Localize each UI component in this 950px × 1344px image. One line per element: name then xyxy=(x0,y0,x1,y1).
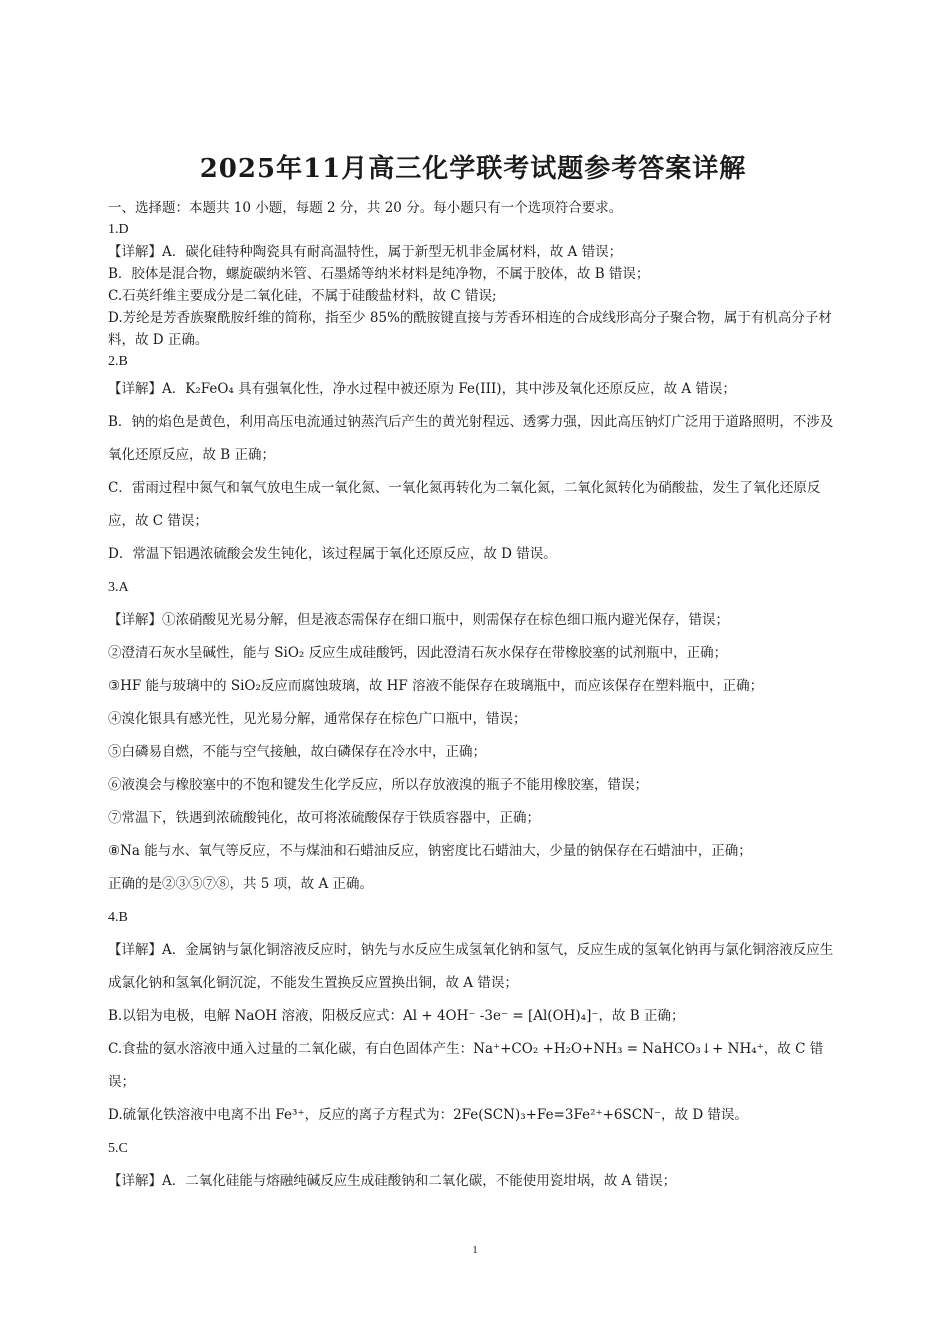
q3-line-4: ④溴化银具有感光性，见光易分解，通常保存在棕色广口瓶中，错误； xyxy=(108,711,527,727)
q3-line-2: ②澄清石灰水呈碱性，能与 SiO₂ 反应生成硅酸钙，因此澄清石灰水保存在带橡胶塞的试剂瓶中，正确； xyxy=(108,645,728,661)
q5-answer: 5.C xyxy=(108,1141,128,1156)
q2-line-2: B．钠的焰色是黄色，利用高压电流通过钠蒸汽后产生的黄光射程远、透雾力强，因此高压钠灯广泛用于道路照明，不涉及氧化还原反应，故 B 正确； xyxy=(108,414,834,463)
page-title: 2025年11月高三化学联考试题参考答案详解 xyxy=(199,154,747,184)
q1-line-4: D.芳纶是芳香族聚酰胺纤维的简称，指至少 85%的酰胺键直接与芳香环相连的合成线形高分子聚合物，属于有机高分子材料，故 D 正确。 xyxy=(108,310,832,348)
q4-line-1: 【详解】A．金属钠与氯化铜溶液反应时，钠先与水反应生成氢氧化钠和氢气，反应生成的氢氧化钠再与氯化铜溶液反应生成氯化钠和氢氧化铜沉淀，不能发生置换反应置换出铜，故 A 错误； xyxy=(108,942,834,991)
q3-line-6: ⑥液溴会与橡胶塞中的不饱和键发生化学反应，所以存放液溴的瓶子不能用橡胶塞，错误； xyxy=(108,777,648,793)
q2-line-1: 【详解】A．K₂FeO₄ 具有强氧化性，净水过程中被还原为 Fe(III)，其中涉及氧化还原反应，故 A 错误； xyxy=(108,381,736,397)
section-header: 一、选择题：本题共 10 小题，每题 2 分，共 20 分。每小题只有一个选项符合要求。 xyxy=(108,200,623,216)
q5-line-1: 【详解】A．二氧化硅能与熔融纯碱反应生成硅酸钠和二氧化碳，不能使用瓷坩埚，故 A 错误； xyxy=(108,1173,677,1189)
q1-line-1: 【详解】A．碳化硅特种陶瓷具有耐高温特性，属于新型无机非金属材料，故 A 错误； xyxy=(108,244,623,260)
q4-line-2: B.以铝为电极，电解 NaOH 溶液，阳极反应式：Al + 4OH⁻ -3e⁻ = [Al(OH)₄]⁻，故 B 正确； xyxy=(108,1008,685,1024)
q2-answer: 2.B xyxy=(108,354,128,369)
q1-line-2: B．胶体是混合物，螺旋碳纳米管、石墨烯等纳米材料是纯净物，不属于胶体，故 B 错误； xyxy=(108,266,650,282)
page-number: 1 xyxy=(472,1244,478,1256)
q3-line-5: ⑤白磷易自燃，不能与空气接触，故白磷保存在冷水中，正确； xyxy=(108,744,486,760)
q4-answer: 4.B xyxy=(108,910,128,925)
q2-line-3: C．雷雨过程中氮气和氧气放电生成一氧化氮、一氧化氮再转化为二氧化氮，二氧化氮转化为硝酸盐，发生了氧化还原反应，故 C 错误； xyxy=(108,480,821,529)
q3-line-1: 【详解】①浓硝酸见光易分解，但是液态需保存在细口瓶中，则需保存在棕色细口瓶内避光保存，错误； xyxy=(108,612,729,628)
q3-line-3: ③HF 能与玻璃中的 SiO₂反应而腐蚀玻璃，故 HF 溶液不能保存在玻璃瓶中，而应该保存在塑料瓶中，正确； xyxy=(108,678,764,694)
q4-line-4: D.硫氰化铁溶液中电离不出 Fe³⁺，反应的离子方程式为：2Fe(SCN)₃+Fe=3Fe²⁺+6SCN⁻，故 D 错误。 xyxy=(108,1107,748,1123)
q3-line-7: ⑦常温下，铁遇到浓硫酸钝化，故可将浓硫酸保存于铁质容器中，正确； xyxy=(108,810,540,826)
q1-answer: 1.D xyxy=(108,222,129,237)
q3-line-8: ⑧Na 能与水、氧气等反应，不与煤油和石蜡油反应，钠密度比石蜡油大，少量的钠保存在石蜡油中，正确； xyxy=(108,843,752,859)
q2-line-4: D．常温下铝遇浓硫酸会发生钝化，该过程属于氧化还原反应，故 D 错误。 xyxy=(108,546,557,562)
document-content xyxy=(108,148,838,1198)
q3-line-9: 正确的是②③⑤⑦⑧，共 5 项，故 A 正确。 xyxy=(108,876,374,892)
q1-line-3: C.石英纤维主要成分是二氧化硅，不属于硅酸盐材料，故 C 错误; xyxy=(108,288,497,304)
q4-line-3: C.食盐的氨水溶液中通入过量的二氧化碳，有白色固体产生：Na⁺+CO₂ +H₂O+NH₃ = NaHCO₃↓+ NH₄⁺，故 C 错误； xyxy=(108,1041,824,1090)
q3-answer: 3.A xyxy=(108,580,129,595)
